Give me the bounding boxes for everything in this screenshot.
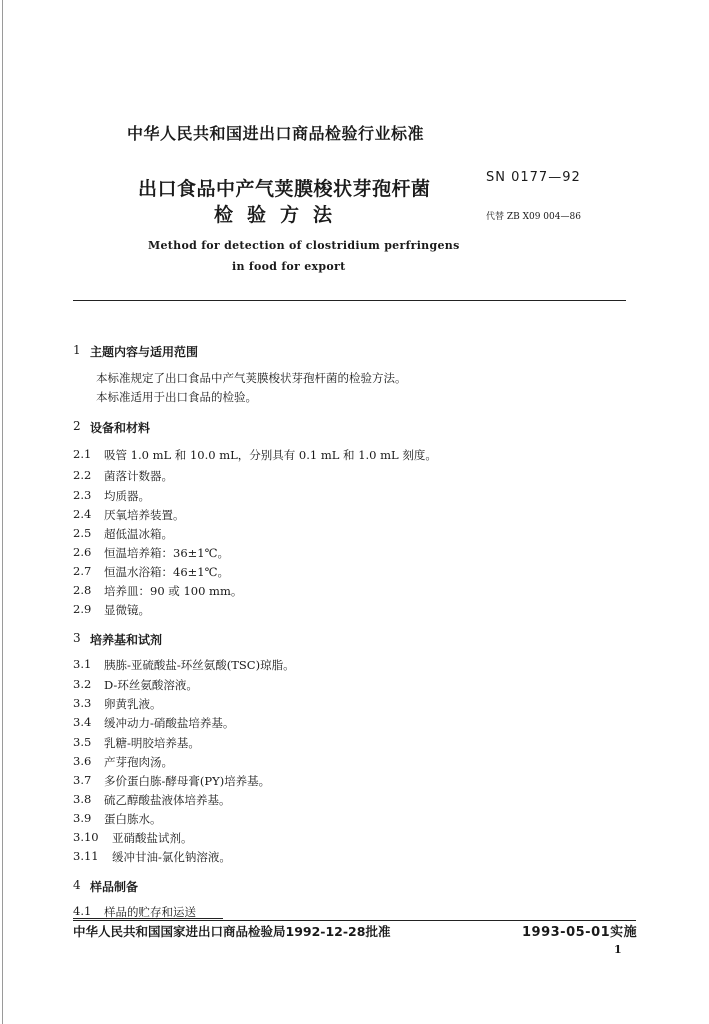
effective-date: 1993-05-01实施 [522,925,638,940]
item-number: 3.8 [73,792,92,806]
item-text: 恒温水浴箱：46±1℃。 [104,565,229,579]
item-text: 培养皿：90 或 100 mm。 [104,584,243,598]
item-text: D-环丝氨酸溶液。 [104,678,198,692]
section-title: 设备和材料 [90,421,151,435]
item-text: 显微镜。 [104,603,150,617]
item-number: 2.1 [73,447,92,461]
section-number: 1 [73,343,81,357]
item-number: 2.6 [73,545,92,559]
english-title-line2: in food for export [232,260,346,273]
item-number: 2.5 [73,526,92,540]
item-number: 3.3 [73,696,92,710]
item-text: 缓冲甘油-氯化钠溶液。 [112,850,231,864]
standard-code: SN 0177—92 [486,170,581,185]
section-number: 3 [73,631,81,645]
item-text: 缓冲动力-硝酸盐培养基。 [104,716,235,730]
subsection-number: 4.1 [73,904,92,918]
item-number: 2.7 [73,564,92,578]
item-text: 恒温培养箱：36±1℃。 [104,546,229,560]
section-title: 样品制备 [90,880,139,894]
scan-edge-line [2,0,3,1024]
english-title-line1: Method for detection of clostridium perfringens [148,239,460,252]
page-number: 1 [614,943,622,956]
item-text: 亚硝酸盐试剂。 [112,831,193,845]
approval-line: 中华人民共和国国家进出口商品检验局1992-12-28批准 [73,924,391,939]
section-number: 2 [73,419,81,433]
item-number: 3.9 [73,811,92,825]
item-number: 2.3 [73,488,92,502]
paragraph: 本标准适用于出口食品的检验。 [96,390,257,404]
standard-body-heading: 中华人民共和国进出口商品检验行业标准 [127,124,425,143]
item-text: 卵黄乳液。 [104,697,162,711]
section-title: 主题内容与适用范围 [90,345,199,359]
item-text: 吸管 1.0 mL 和 10.0 mL，分别具有 0.1 mL 和 1.0 mL 刻度。 [104,448,437,462]
item-number: 3.10 [73,830,99,844]
replaces-standard: 代替 ZB X09 004—86 [486,212,581,222]
item-number: 3.4 [73,715,92,729]
item-text: 菌落计数器。 [104,469,173,483]
item-text: 均质器。 [104,489,150,503]
header-divider [73,300,626,301]
item-number: 2.4 [73,507,92,521]
item-text: 厌氧培养装置。 [104,508,185,522]
subsection-title: 样品的贮存和运送 [104,905,196,919]
section-title: 培养基和试剂 [90,633,163,647]
item-number: 3.11 [73,849,99,863]
paragraph: 本标准规定了出口食品中产气荚膜梭状芽孢杆菌的检验方法。 [96,371,407,385]
item-number: 2.9 [73,602,92,616]
item-text: 硫乙醇酸盐液体培养基。 [104,793,231,807]
item-text: 蛋白胨水。 [104,812,162,826]
section-number: 4 [73,878,81,892]
item-text: 乳糖-明胶培养基。 [104,736,200,750]
item-number: 3.5 [73,735,92,749]
item-number: 3.7 [73,773,92,787]
item-number: 2.2 [73,468,92,482]
subsection-underline [73,918,223,919]
item-number: 3.1 [73,657,92,671]
document-title-line1: 出口食品中产气荚膜梭状芽孢杆菌 [138,178,431,200]
item-number: 3.2 [73,677,92,691]
item-text: 多价蛋白胨-酵母膏(PY)培养基。 [104,774,271,788]
item-text: 胰胨-亚硫酸盐-环丝氨酸(TSC)琼脂。 [104,658,295,672]
item-number: 2.8 [73,583,92,597]
item-text: 超低温冰箱。 [104,527,173,541]
item-text: 产芽孢肉汤。 [104,755,173,769]
document-title-line2: 检验方法 [214,204,347,226]
item-number: 3.6 [73,754,92,768]
